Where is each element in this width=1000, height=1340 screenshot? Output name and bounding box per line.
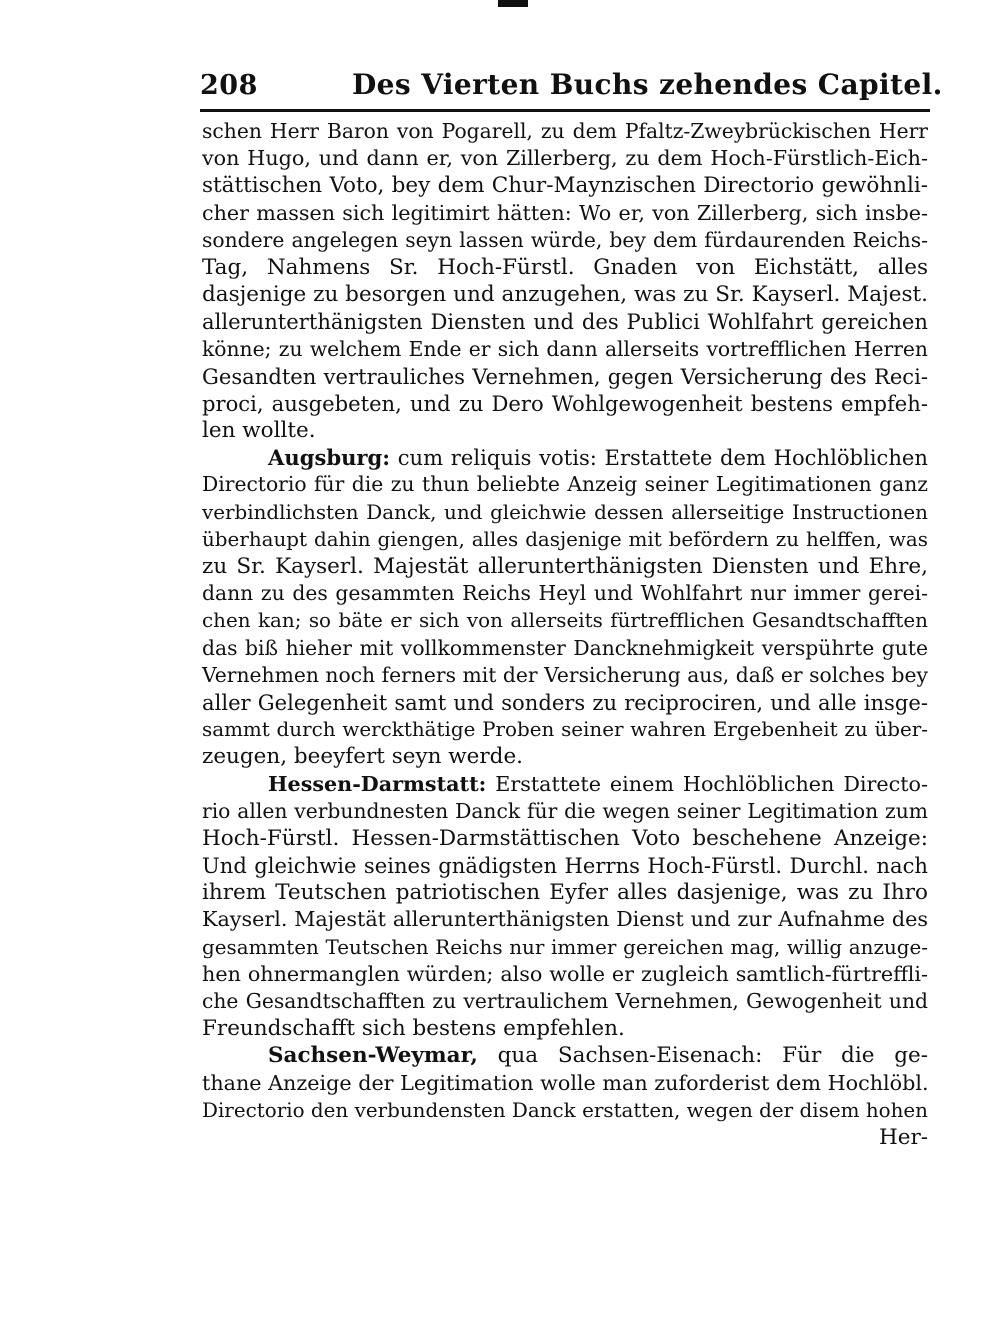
text-line: dann zu des gesammten Reichs Heyl und Wohlfahrt nur immer gerei- xyxy=(202,581,928,606)
paragraph-first-line xyxy=(202,1042,928,1069)
text-line: proci, ausgebeten, und zu Dero Wohlgewogenheit bestens empfeh- xyxy=(202,390,928,416)
text-line: thane Anzeige der Legitimation wolle man zuforderist dem Hochlöbl. xyxy=(202,1070,929,1095)
paragraph-first-line xyxy=(202,444,928,471)
text-run: Erstattete einem Hochlöblichen Directo- xyxy=(486,771,928,796)
text-line: gesammten Teutschen Reichs nur immer gereichen mag, willig anzuge- xyxy=(202,935,928,959)
text-line: stättischen Voto, bey dem Chur-Maynzischen Directorio gewöhnli- xyxy=(202,173,928,199)
text-line: rio allen verbundnesten Danck für die wegen seiner Legitimation zum xyxy=(202,798,928,823)
text-line: cher massen sich legitimirt hätten: Wo er, von Zillerberg, sich insbe- xyxy=(202,200,928,225)
text-line: ihrem Teutschen patriotischen Eyfer alles dasjenige, was zu Ihro xyxy=(202,880,928,906)
text-line: überhaupt dahin giengen, alles dasjenige mit befördern zu helffen, was xyxy=(202,527,928,551)
text-line: Kayserl. Majestät allerunterthänigsten Dienst und zur Aufnahme des xyxy=(202,907,928,932)
text-line: zeugen, beeyfert seyn werde. xyxy=(202,744,523,770)
body-text xyxy=(202,118,928,1151)
page-number: 208 xyxy=(200,70,258,101)
paragraph-lead: Augsburg: xyxy=(268,445,391,471)
text-line: che Gesandtschafften zu vertraulichem Vernehmen, Gewogenheit und xyxy=(202,989,928,1013)
text-line: Vernehmen noch ferners mit der Versicherung aus, daß er solches bey xyxy=(202,662,928,687)
text-line: aller Gelegenheit samt und sonders zu reciprociren, und alle insge- xyxy=(202,689,928,715)
ink-mark xyxy=(498,0,528,7)
paragraph-lead: Sachsen-Weymar, xyxy=(268,1043,478,1069)
catchword: Her- xyxy=(878,1124,928,1150)
text-line: Directorio den verbundensten Danck erstatten, wegen der disem hohen xyxy=(202,1098,928,1122)
text-line: chen kan; so bäte er sich von allerseits fürtrefflichen Gesandtschafften xyxy=(202,609,928,633)
text-line: Tag, Nahmens Sr. Hoch-Fürstl. Gnaden von Eichstätt, alles xyxy=(202,254,928,280)
running-title: Des Vierten Buchs zehendes Capitel. xyxy=(352,68,943,101)
text-line: Hoch-Fürstl. Hessen-Darmstättischen Voto beschehene Anzeige: xyxy=(202,825,928,851)
text-line: sammt durch werckthätige Proben seiner wahren Ergebenheit zu über- xyxy=(202,718,928,742)
text-line: dasjenige zu besorgen und anzugehen, was zu Sr. Kayserl. Majest. xyxy=(202,282,928,308)
text-line: Directorio für die zu thun beliebte Anzeig seiner Legitimationen ganz xyxy=(202,472,928,497)
text-line: schen Herr Baron von Pogarell, zu dem Pfaltz-Zweybrückischen Herr xyxy=(202,119,928,143)
text-line: Gesandten vertrauliches Vernehmen, gegen Versicherung des Reci- xyxy=(202,363,928,389)
text-line: zu Sr. Kayserl. Majestät allerunterthänigsten Diensten und Ehre, xyxy=(202,554,928,579)
text-line: hen ohnermanglen würden; also wolle er zugleich samtlich-fürtreffli- xyxy=(202,961,928,986)
paragraph-lead: Hessen-Darmstatt: xyxy=(268,771,487,796)
paragraph-first-line xyxy=(202,771,928,798)
text-line: sondere angelegen seyn lassen würde, bey dem fürdaurenden Reichs- xyxy=(202,227,928,252)
text-line: von Hugo, und dann er, von Zillerberg, zu dem Hoch-Fürstlich-Eich- xyxy=(202,146,928,171)
text-line: das biß hieher mit vollkommenster Dancknehmigkeit verspührte gute xyxy=(202,635,928,660)
text-line: verbindlichsten Danck, und gleichwie dessen allerseitige Instructionen xyxy=(202,500,928,524)
text-run: cum reliquis votis: Erstattete dem Hochlöblichen xyxy=(390,445,928,471)
text-line: Und gleichwie seines gnädigsten Herrns Hoch-Fürstl. Durchl. nach xyxy=(202,853,928,879)
text-line: len wollte. xyxy=(202,418,316,444)
text-line: allerunterthänigsten Diensten und des Publici Wohlfahrt gereichen xyxy=(202,309,928,335)
text-run: qua Sachsen-Eisenach: Für die ge- xyxy=(477,1043,928,1069)
page-header xyxy=(200,66,943,106)
header-rule xyxy=(200,109,930,112)
text-line: könne; zu welchem Ende er sich dann allerseits vortrefflichen Herren xyxy=(202,336,928,361)
text-line: Freundschafft sich bestens empfehlen. xyxy=(202,1016,625,1042)
